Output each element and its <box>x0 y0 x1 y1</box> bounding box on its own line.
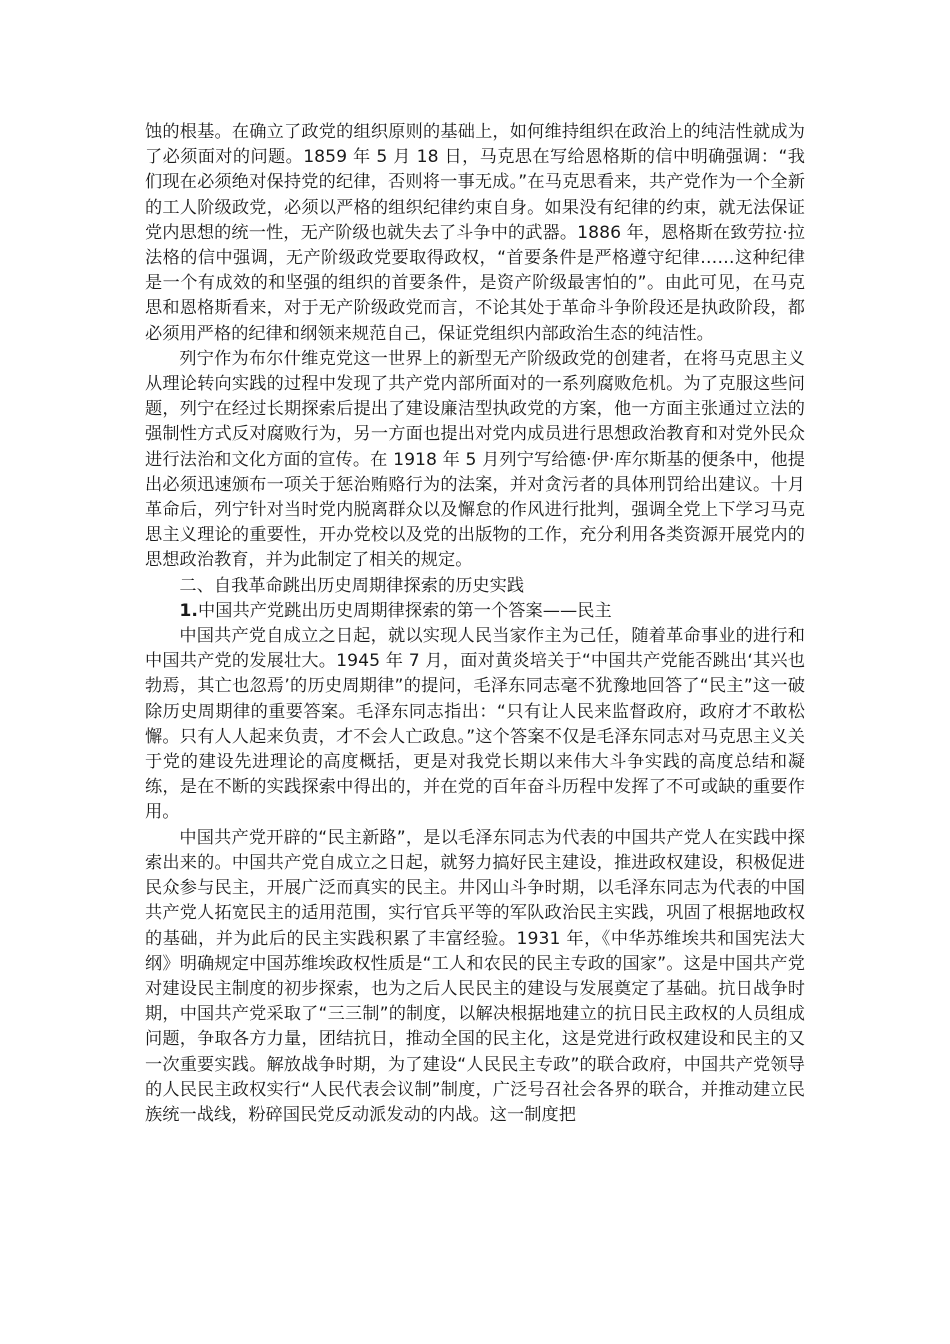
subsection-number: 1. <box>179 600 198 621</box>
paragraph-3: 中国共产党自成立之日起，就以实现人民当家作主为己任，随着革命事业的进行和中国共产党的发展壮大。1945 年 7 月，面对黄炎培关于“中国共产党能否跳出‘其兴也勃焉，其亡也忽焉’的历史周期律”的提问，毛泽东同志毫不犹豫地回答了“民主”这一破除历史周期律的重要答案。毛泽东同志指出：“只有让人民来监督政府，政府才不敢松懈。只有人人起来负责，才不会人亡政息。”这个答案不仅是毛泽东同志对马克思主义关于党的建设先进理论的高度概括，更是对我党长期以来伟大斗争实践的高度总结和凝练，是在不断的实践探索中得出的，并在党的百年奋斗历程中发挥了不可或缺的重要作用。 <box>145 626 805 823</box>
subsection-title: 中国共产党跳出历史周期律探索的第一个答案——民主 <box>197 600 612 621</box>
section-heading: 二、自我革命跳出历史周期律探索的历史实践 <box>179 575 525 596</box>
document-page <box>145 120 805 1128</box>
paragraph-1: 蚀的根基。在确立了政党的组织原则的基础上，如何维持组织在政治上的纯洁性就成为了必须面对的问题。1859 年 5 月 18 日，马克思在写给恩格斯的信中明确强调：“我们现在必须绝对保持党的纪律，否则将一事无成。”在马克思看来，共产党作为一个全新的工人阶级政党，必须以严格的组织纪律约束自身。如果没有纪律的约束，就无法保证党内思想的统一性，无产阶级也就失去了斗争中的武器。1886 年，恩格斯在致劳拉·拉法格的信中强调，无产阶级政党要取得政权，“首要条件是严格遵守纪律……这种纪律是一个有成效的和坚强的组织的首要条件，是资产阶级最害怕的”。由此可见，在马克思和恩格斯看来，对于无产阶级政党而言，不论其处于革命斗争阶段还是执政阶段，都必须用严格的纪律和纲领来规范自己，保证党组织内部政治生态的纯洁性。 <box>145 122 805 344</box>
paragraph-4: 中国共产党开辟的“民主新路”，是以毛泽东同志为代表的中国共产党人在实践中探索出来的。中国共产党自成立之日起，就努力搞好民主建设，推进政权建设，积极促进民众参与民主，开展广泛而真实的民主。井冈山斗争时期，以毛泽东同志为代表的中国共产党人拓宽民主的适用范围，实行官兵平等的军队政治民主实践，巩固了根据地政权的基础，并为此后的民主实践积累了丰富经验。1931 年，《中华苏维埃共和国宪法大纲》明确规定中国苏维埃政权性质是“工人和农民的民主专政的国家”。这是中国共产党对建设民主制度的初步探索，也为之后人民民主的建设与发展奠定了基础。抗日战争时期，中国共产党采取了“三三制”的制度，以解决根据地建立的抗日民主政权的人员组成问题，争取各方力量，团结抗日，推动全国的民主化，这是党进行政权建设和民主的又一次重要实践。解放战争时期，为了建设“人民民主专政”的联合政府，中国共产党领导的人民民主政权实行“人民代表会议制”制度，广泛号召社会各界的联合，并推动建立民族统一战线，粉碎国民党反动派发动的内战。这一制度把 <box>145 827 805 1125</box>
paragraph-2: 列宁作为布尔什维克党这一世界上的新型无产阶级政党的创建者，在将马克思主义从理论转向实践的过程中发现了共产党内部所面对的一系列腐败危机。为了克服这些问题，列宁在经过长期探索后提出了建设廉洁型执政党的方案，他一方面主张通过立法的强制性方式反对腐败行为，另一方面也提出对党内成员进行思想政治教育和对党外民众进行法治和文化方面的宣传。在 1918 年 5 月列宁写给德·伊·库尔斯基的便条中，他提出必须迅速颁布一项关于惩治贿赂行为的法案，并对贪污者的具体刑罚给出建议。十月革命后，列宁针对当时党内脱离群众以及懈怠的作风进行批判，强调全党上下学习马克思主义理论的重要性，开办党校以及党的出版物的工作，充分利用各类资源开展党内的思想政治教育，并为此制定了相关的规定。 <box>145 348 805 571</box>
subsection-heading <box>145 599 805 624</box>
